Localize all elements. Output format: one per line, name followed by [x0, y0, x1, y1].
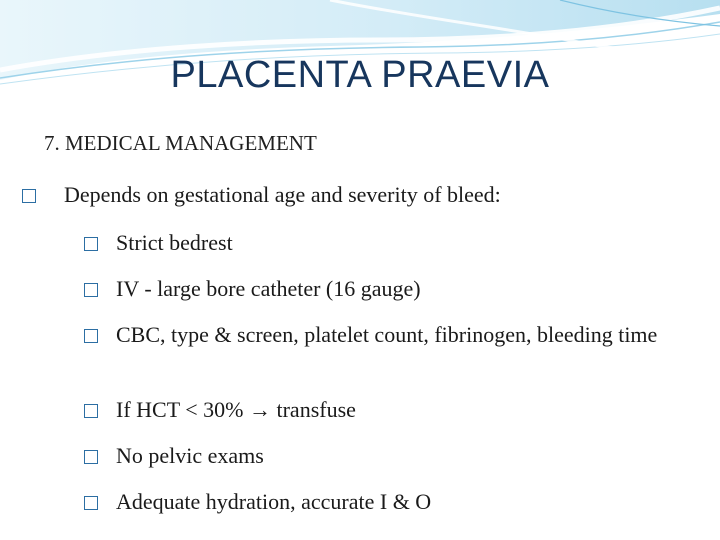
sub-bullet-text: Adequate hydration, accurate I & O [116, 489, 432, 514]
sub-bullet-text: If HCT < 30% → transfuse [116, 397, 356, 422]
sub-bullet-text: Strict bedrest [116, 230, 233, 255]
sub-bullet [84, 228, 704, 258]
checkbox-bullet-icon [22, 189, 36, 203]
checkbox-bullet-icon [84, 283, 98, 297]
sub-bullet [84, 395, 704, 425]
sub-bullet-text: No pelvic exams [116, 443, 264, 468]
slide-title: PLACENTA PRAEVIA [170, 54, 550, 96]
main-bullet-text: Depends on gestational age and severity of bleed: [64, 182, 501, 207]
sub-bullet-text: CBC, type & screen, platelet count, fibrinogen, bleeding time [116, 322, 658, 347]
sub-bullet [84, 274, 704, 304]
section-heading: 7. MEDICAL MANAGEMENT [44, 131, 317, 155]
checkbox-bullet-icon [84, 404, 98, 418]
sub-bullet [84, 441, 704, 471]
checkbox-bullet-icon [84, 450, 98, 464]
sub-bullet [84, 320, 704, 350]
checkbox-bullet-icon [84, 237, 98, 251]
sub-bullet-text: IV - large bore catheter (16 gauge) [116, 276, 421, 301]
sub-bullet [84, 487, 704, 517]
checkbox-bullet-icon [84, 496, 98, 510]
checkbox-bullet-icon [84, 329, 98, 343]
main-bullet [22, 182, 501, 208]
